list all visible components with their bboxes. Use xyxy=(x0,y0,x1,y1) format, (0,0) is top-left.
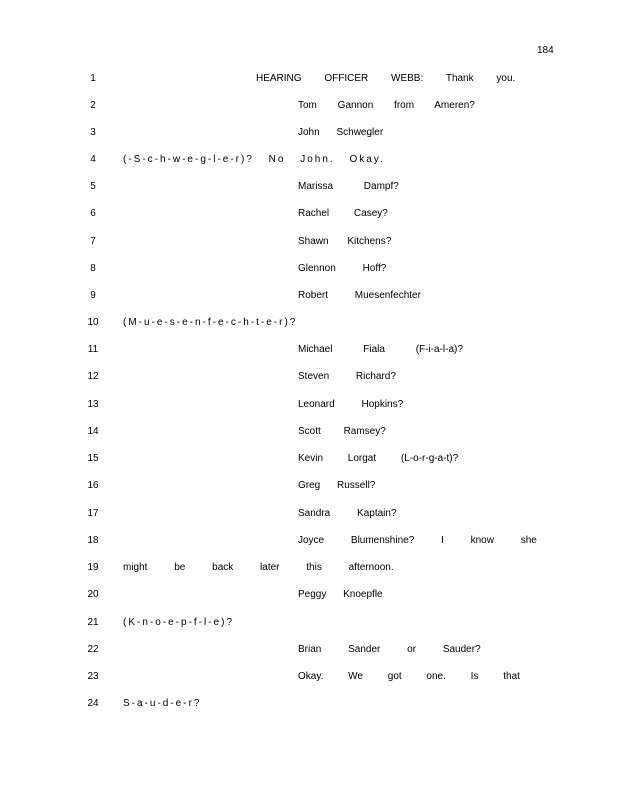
line-number: 12 xyxy=(87,371,99,382)
transcript-line: Steven Richard? xyxy=(298,371,396,382)
transcript-line: Sandra Kaptain? xyxy=(298,508,397,519)
line-number: 8 xyxy=(90,263,96,274)
transcript-line: HEARING OFFICER WEBB: Thank you. xyxy=(256,73,516,84)
line-number: 15 xyxy=(87,453,99,464)
line-number: 11 xyxy=(87,344,99,355)
transcript-line: S-a-u-d-e-r? xyxy=(123,698,202,709)
transcript-line: Leonard Hopkins? xyxy=(298,399,404,410)
transcript-line: John Schwegler xyxy=(298,127,384,138)
line-number: 22 xyxy=(87,644,99,655)
line-number: 19 xyxy=(87,562,99,573)
transcript-line: (K-n-o-e-p-f-l-e)? xyxy=(123,617,235,628)
line-number: 1 xyxy=(90,73,96,84)
transcript-line: Kevin Lorgat (L-o-r-g-a-t)? xyxy=(298,453,459,464)
line-number: 14 xyxy=(87,426,99,437)
transcript-line: Scott Ramsey? xyxy=(298,426,386,437)
line-number: 7 xyxy=(90,236,96,247)
transcript-line: Marissa Dampf? xyxy=(298,181,399,192)
transcript-line: Shawn Kitchens? xyxy=(298,236,392,247)
transcript-line: (-S-c-h-w-e-g-l-e-r)? No John. Okay. xyxy=(123,154,385,165)
transcript-line: Tom Gannon from Ameren? xyxy=(298,100,475,111)
line-number: 4 xyxy=(90,154,96,165)
line-number: 18 xyxy=(87,535,99,546)
transcript-line: Glennon Hoff? xyxy=(298,263,387,274)
line-number: 17 xyxy=(87,508,99,519)
line-number: 9 xyxy=(90,290,96,301)
page-number: 184 xyxy=(537,45,554,56)
transcript-line: Rachel Casey? xyxy=(298,208,388,219)
line-number: 23 xyxy=(87,671,99,682)
transcript-line: Peggy Knoepfle xyxy=(298,589,383,600)
transcript-line: Okay. We got one. Is that xyxy=(298,671,520,682)
line-number: 10 xyxy=(87,317,99,328)
line-number: 3 xyxy=(90,127,96,138)
line-number: 5 xyxy=(90,181,96,192)
transcript-line: Greg Russell? xyxy=(298,480,376,491)
line-number: 21 xyxy=(87,617,99,628)
line-number: 16 xyxy=(87,480,99,491)
transcript-line: Michael Fiala (F-i-a-l-a)? xyxy=(298,344,463,355)
transcript-line: Brian Sander or Sauder? xyxy=(298,644,481,655)
line-number: 20 xyxy=(87,589,99,600)
line-number: 24 xyxy=(87,698,99,709)
transcript-line: Joyce Blumenshine? I know she xyxy=(298,535,537,546)
transcript-line: might be back later this afternoon. xyxy=(123,562,394,573)
transcript-line: (M-u-e-s-e-n-f-e-c-h-t-e-r)? xyxy=(123,317,298,328)
transcript-line: Robert Muesenfechter xyxy=(298,290,421,301)
line-number: 6 xyxy=(90,208,96,219)
line-number: 2 xyxy=(90,100,96,111)
line-number: 13 xyxy=(87,399,99,410)
